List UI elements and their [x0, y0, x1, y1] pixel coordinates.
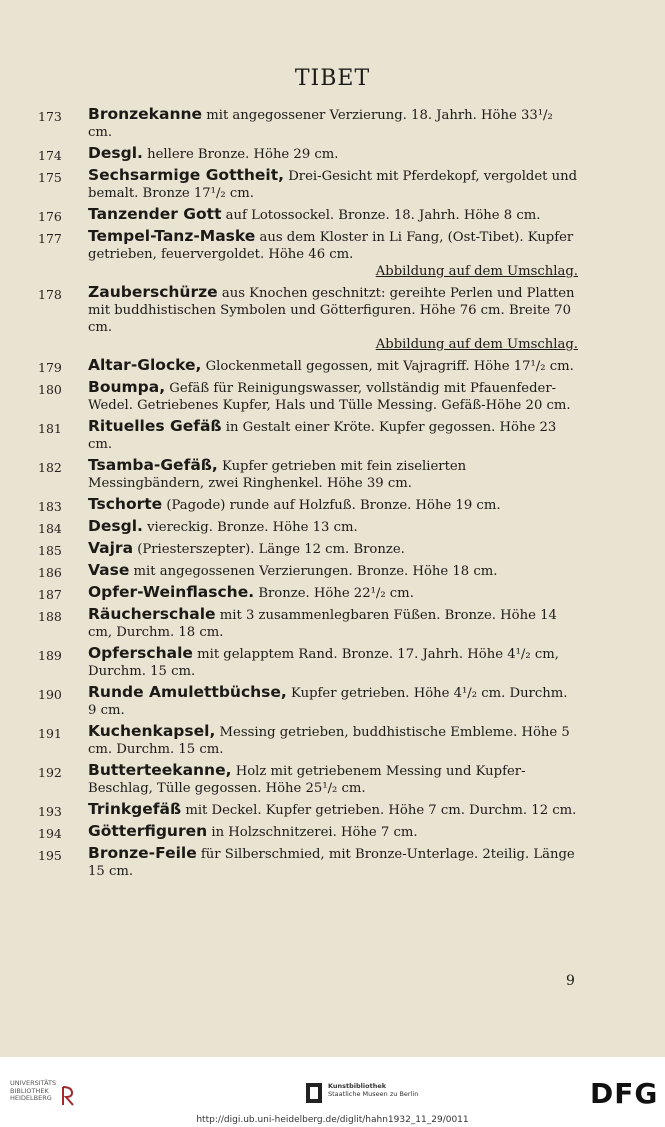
entry-description: Kupfer getrieben mit fein ziselierten Messingbändern, zwei Ringhenkel. Höhe 39 cm. [88, 459, 467, 491]
entry-text [88, 723, 578, 758]
entry-name: Boumpa, [88, 378, 166, 396]
entry-number: 192 [38, 765, 62, 780]
entry-text [88, 562, 578, 580]
catalog-entry [0, 606, 665, 641]
catalog-entry [0, 167, 665, 202]
entry-description: viereckig. Bronze. Höhe 13 cm. [142, 520, 358, 535]
entry-text [88, 228, 578, 280]
entry-description: in Holzschnitzerei. Höhe 7 cm. [207, 825, 418, 840]
entry-description: Holz mit getriebenem Messing und Kupfer-Beschlag, Tülle gegossen. Höhe 25¹/₂ cm. [88, 764, 526, 796]
entry-description: aus dem Kloster in Li Fang, (Ost-Tibet). Kupfer getrieben, feuervergoldet. Höhe 46 cm. [88, 230, 574, 262]
entry-number: 174 [38, 148, 62, 163]
entry-text [88, 284, 578, 353]
catalog-entry [0, 106, 665, 141]
entry-text [88, 518, 578, 536]
entry-text [88, 457, 578, 492]
entry-description: (Priesterszepter). Länge 12 cm. Bronze. [133, 542, 405, 557]
entry-name: Butterteekanne, [88, 761, 232, 779]
entry-name: Rituelles Gefäß [88, 417, 222, 435]
entry-name: Vajra [88, 539, 134, 557]
entry-name: Sechsarmige Gottheit, [88, 166, 285, 184]
entry-text [88, 762, 578, 797]
entry-number: 187 [38, 587, 62, 602]
catalog-entry [0, 723, 665, 758]
entry-text [88, 379, 578, 414]
kunstbibliothek-logo-icon [305, 1082, 323, 1104]
entry-text [88, 106, 578, 141]
entry-number: 179 [38, 360, 62, 375]
entry-description: Glockenmetall gegossen, mit Vajragriff. Höhe 17¹/₂ cm. [201, 359, 574, 374]
entry-name: Tsamba-Gefäß, [88, 456, 218, 474]
entry-name: Opfer-Weinflasche. [88, 583, 255, 601]
catalog-entry [0, 645, 665, 680]
entry-number: 184 [38, 521, 62, 536]
entry-number: 173 [38, 109, 62, 124]
catalog-entry [0, 357, 665, 375]
entry-number: 182 [38, 460, 62, 475]
entry-name: Tschorte [88, 495, 163, 513]
entry-description: hellere Bronze. Höhe 29 cm. [142, 147, 339, 162]
entry-text [88, 540, 578, 558]
entry-text [88, 167, 578, 202]
entry-text [88, 606, 578, 641]
entry-number: 191 [38, 726, 62, 741]
entry-name: Vase [88, 561, 130, 579]
entry-description: mit angegossener Verzierung. 18. Jahrh. Höhe 33¹/₂ cm. [88, 108, 553, 140]
ub-heidelberg-logo-icon [60, 1085, 76, 1107]
entry-description: Bronze. Höhe 22¹/₂ cm. [254, 586, 414, 601]
entry-description: mit angegossenen Verzierungen. Bronze. Höhe 18 cm. [129, 564, 498, 579]
entry-name: Altar-Glocke, [88, 356, 202, 374]
entry-illustration-note: Abbildung auf dem Umschlag. [375, 337, 578, 352]
catalog-entry [0, 206, 665, 224]
entry-number: 177 [38, 231, 62, 246]
entry-description: aus Knochen geschnitzt: gereihte Perlen und Platten mit buddhistischen Symbolen und Götterfiguren. Höhe 76 cm. Breite 70 cm. [88, 286, 575, 335]
entry-text [88, 496, 578, 514]
entry-name: Kuchenkapsel, [88, 722, 216, 740]
footer [0, 1057, 665, 1127]
entry-name: Tempel-Tanz-Maske [88, 227, 256, 245]
catalog-entry [0, 284, 665, 353]
entry-name: Runde Amulettbüchse, [88, 683, 287, 701]
catalog-entry [0, 418, 665, 453]
kunstbibliothek-label [328, 1082, 418, 1098]
entry-description: mit 3 zusammenlegbaren Füßen. Bronze. Höhe 14 cm, Durchm. 18 cm. [88, 608, 557, 640]
dfg-logo: DFG [590, 1077, 659, 1110]
entry-name: Desgl. [88, 517, 143, 535]
catalog-entry [0, 145, 665, 163]
entry-name: Bronzekanne [88, 105, 203, 123]
entry-text [88, 823, 578, 841]
entry-description: (Pagode) runde auf Holzfuß. Bronze. Höhe 19 cm. [162, 498, 501, 513]
entry-text [88, 584, 578, 602]
entry-description: Kupfer getrieben. Höhe 4¹/₂ cm. Durchm. 9 cm. [88, 686, 568, 718]
catalog-entry [0, 801, 665, 819]
catalog-entry [0, 540, 665, 558]
entry-number: 189 [38, 648, 62, 663]
entry-number: 186 [38, 565, 62, 580]
ub-heidelberg-label: UNIVERSITÄTS BIBLIOTHEK HEIDELBERG [10, 1079, 57, 1102]
catalog-entry [0, 845, 665, 880]
entry-number: 178 [38, 287, 62, 302]
catalog-entry [0, 379, 665, 414]
entry-name: Götterfiguren [88, 822, 208, 840]
kunstbibliothek-title: Kunstbibliothek [328, 1082, 387, 1090]
entry-text [88, 145, 578, 163]
entry-number: 190 [38, 687, 62, 702]
entry-description: Gefäß für Reinigungswasser, vollständig mit Pfauenfeder-Wedel. Getriebenes Kupfer, Hals und Tülle Messing. Gefäß-Höhe 20 cm. [88, 381, 571, 413]
entry-number: 180 [38, 382, 62, 397]
entry-name: Räucherschale [88, 605, 216, 623]
catalog-entry [0, 518, 665, 536]
catalog-entry [0, 684, 665, 719]
catalog-entry [0, 823, 665, 841]
entry-number: 176 [38, 209, 62, 224]
entry-name: Desgl. [88, 144, 143, 162]
entry-name: Trinkgefäß [88, 800, 182, 818]
catalog-entry [0, 584, 665, 602]
page-number: 9 [566, 973, 575, 989]
catalog-entry [0, 496, 665, 514]
entry-text [88, 357, 578, 375]
entry-description: mit Deckel. Kupfer getrieben. Höhe 7 cm. Durchm. 12 cm. [181, 803, 577, 818]
entry-text [88, 645, 578, 680]
entry-name: Tanzender Gott [88, 205, 222, 223]
entry-name: Zauberschürze [88, 283, 218, 301]
catalog-entries [0, 106, 665, 884]
entry-text [88, 801, 578, 819]
source-url-link[interactable]: http://digi.ub.uni-heidelberg.de/diglit/hahn1932_11_29/0011 [196, 1115, 469, 1125]
entry-text [88, 684, 578, 719]
entry-text [88, 418, 578, 453]
kunstbibliothek-subtitle: Staatliche Museen zu Berlin [328, 1090, 419, 1098]
entry-description: in Gestalt einer Kröte. Kupfer gegossen. Höhe 23 cm. [88, 420, 557, 452]
entry-description: mit gelapptem Rand. Bronze. 17. Jahrh. Höhe 4¹/₂ cm, Durchm. 15 cm. [88, 647, 559, 679]
entry-number: 193 [38, 804, 62, 819]
entry-number: 194 [38, 826, 62, 841]
entry-text [88, 206, 578, 224]
entry-number: 185 [38, 543, 62, 558]
entry-number: 183 [38, 499, 62, 514]
catalog-entry [0, 762, 665, 797]
catalog-entry [0, 562, 665, 580]
entry-description: Messing getrieben, buddhistische Embleme. Höhe 5 cm. Durchm. 15 cm. [88, 725, 570, 757]
entry-name: Bronze-Feile [88, 844, 197, 862]
page-title: TIBET [294, 66, 371, 91]
entry-description: auf Lotossockel. Bronze. 18. Jahrh. Höhe 8 cm. [221, 208, 541, 223]
entry-illustration-note: Abbildung auf dem Umschlag. [375, 264, 578, 279]
entry-number: 181 [38, 421, 62, 436]
entry-number: 188 [38, 609, 62, 624]
entry-text [88, 845, 578, 880]
entry-name: Opferschale [88, 644, 193, 662]
entry-number: 195 [38, 848, 62, 863]
catalog-entry [0, 457, 665, 492]
catalog-entry [0, 228, 665, 280]
entry-description: Drei-Gesicht mit Pferdekopf, vergoldet und bemalt. Bronze 17¹/₂ cm. [88, 169, 578, 201]
entry-number: 175 [38, 170, 62, 185]
entry-description: für Silberschmied, mit Bronze-Unterlage. 2teilig. Länge 15 cm. [88, 847, 575, 879]
